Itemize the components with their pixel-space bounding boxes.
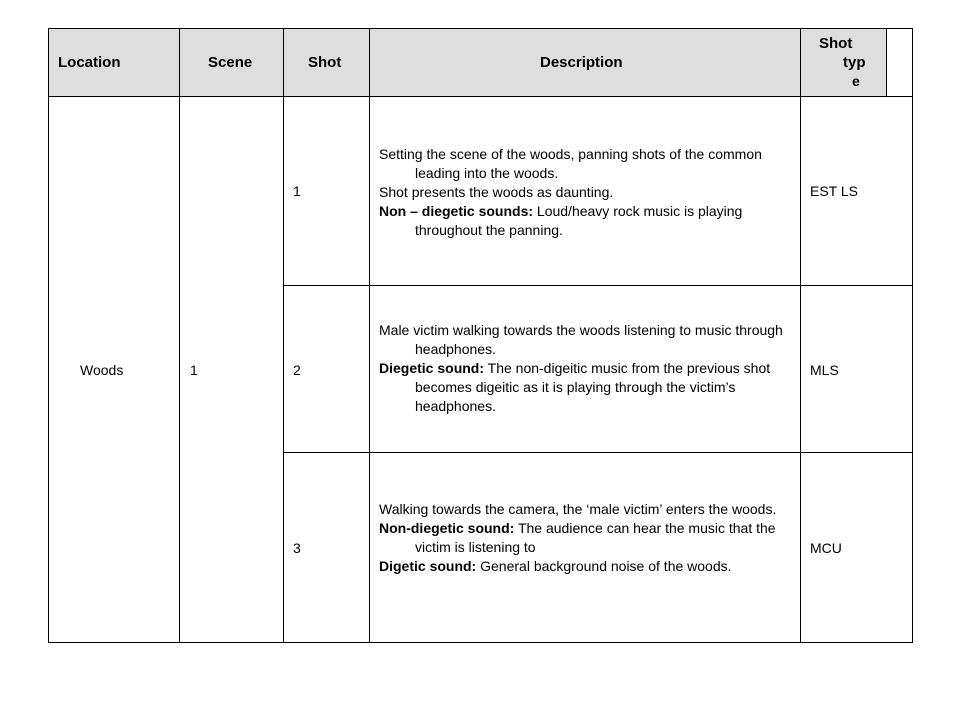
location-value: Woods: [80, 362, 124, 378]
description-text-part: Loud/heavy rock music is playing throughout the panning.: [415, 203, 743, 238]
header-spare-cell: [887, 29, 913, 97]
table-row-3-shot-type-cell: [801, 453, 913, 643]
header-shot-type-line: e: [852, 73, 860, 89]
description-line: [379, 321, 799, 359]
header-shot: Shot: [308, 54, 342, 71]
description-label: Digetic sound:: [379, 558, 477, 574]
shot-list-table: [48, 28, 913, 643]
shot-type-value: MLS: [810, 362, 839, 378]
description-line: [379, 359, 799, 416]
header-location-cell: [49, 29, 180, 97]
description-text-part: The audience can hear the music that the victim is listening to: [415, 520, 776, 555]
description-line: [379, 202, 799, 240]
description-label: Non-diegetic sound:: [379, 520, 515, 536]
description-label: Non – diegetic sounds:: [379, 203, 534, 219]
shot-number: 3: [293, 540, 301, 556]
description-line: [379, 519, 799, 557]
table-row-3-shot-cell: [284, 453, 370, 643]
description-text: [379, 500, 799, 576]
description-text-part: General background noise of the woods.: [476, 558, 732, 574]
table-row-2-shot-cell: [284, 286, 370, 453]
description-line: [379, 500, 799, 519]
scene-value: 1: [190, 362, 198, 378]
table-row-1-shot-type-cell: [801, 97, 913, 286]
description-text-part: Walking towards the camera, the ‘male victim’ enters the woods.: [379, 501, 777, 517]
shot-number: 2: [293, 362, 301, 378]
description-line: [379, 557, 799, 576]
header-shot-type: [819, 34, 871, 91]
header-shot-cell: [284, 29, 370, 97]
header-shot-type-line: typ: [843, 54, 866, 71]
description-text-part: Setting the scene of the woods, panning shots of the common leading into the woods.: [379, 146, 762, 181]
location-cell: [49, 97, 180, 643]
shot-number: 1: [293, 183, 301, 199]
table-row-2-description-cell: [370, 286, 801, 453]
shot-type-value: EST LS: [810, 183, 858, 199]
description-line: [379, 145, 799, 183]
description-text: [379, 145, 799, 240]
description-text-part: The non-digeitic music from the previous shot becomes digeitic as it is playing through the victim’s headphones.: [415, 360, 771, 414]
table-row-1-description-cell: [370, 97, 801, 286]
header-description-cell: [370, 29, 801, 97]
header-shot-type-cell: [801, 29, 887, 97]
scene-cell: [180, 97, 284, 643]
description-text-part: Male victim walking towards the woods listening to music through headphones.: [379, 322, 783, 357]
header-scene: Scene: [208, 54, 253, 71]
description-line: [379, 183, 799, 202]
shot-type-value: MCU: [810, 540, 842, 556]
description-text: [379, 321, 799, 416]
table-row-1-shot-cell: [284, 97, 370, 286]
header-location: Location: [58, 54, 121, 71]
header-shot-type-line: Shot: [819, 35, 853, 52]
description-label: Diegetic sound:: [379, 360, 485, 376]
table-row-2-shot-type-cell: [801, 286, 913, 453]
table-row-3-description-cell: [370, 453, 801, 643]
header-scene-cell: [180, 29, 284, 97]
header-description: Description: [540, 54, 623, 71]
description-text-part: Shot presents the woods as daunting.: [379, 184, 614, 200]
